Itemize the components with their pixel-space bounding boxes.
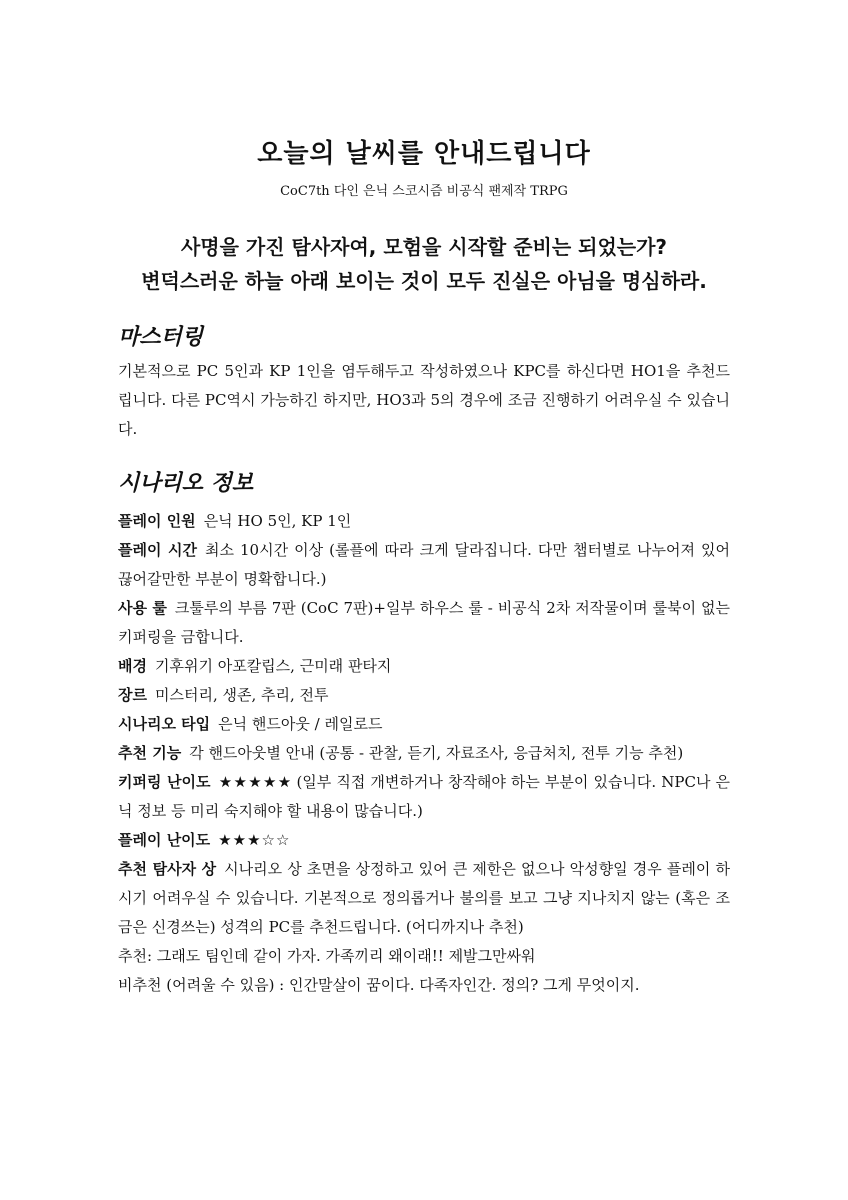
star-rating-icon: ★★★☆☆: [218, 831, 291, 849]
info-row-type: [118, 710, 730, 739]
info-row-players: [118, 507, 730, 536]
mastering-heading: 마스터링: [118, 325, 204, 350]
info-label: 시나리오 타입: [118, 715, 211, 733]
info-value: 크툴루의 부름 7판 (CoC 7판)+일부 하우스 룰 - 비공식 2차 저작물이며 룰북이 없는 키퍼링을 금합니다.: [118, 599, 730, 646]
info-value: 은닉 HO 5인, KP 1인: [203, 512, 352, 530]
info-row-rule: [118, 594, 730, 652]
info-row-keeper-difficulty: [118, 768, 730, 826]
info-label: 사용 룰: [118, 599, 167, 617]
info-value: 각 핸드아웃별 안내 (공통 - 관찰, 듣기, 자료조사, 응급처치, 전투 기능 추천): [189, 744, 684, 762]
info-row-setting: [118, 652, 730, 681]
info-value: (일부 직접 개변하거나 창작해야 하는 부분이 있습니다. NPC나 은닉 정보 등 미리 숙지해야 할 내용이 많습니다.): [118, 773, 730, 820]
info-label: 추천 기능: [118, 744, 182, 762]
intro-block: [0, 230, 848, 298]
document-subtitle: CoC7th 다인 은닉 스코시즘 비공식 팬제작 TRPG: [280, 184, 568, 199]
info-label: 배경: [118, 657, 147, 675]
info-label: 플레이 난이도: [118, 831, 211, 849]
scenario-info-heading: 시나리오 정보: [118, 471, 254, 496]
info-label: 추천 탐사자 상: [118, 860, 217, 878]
mastering-paragraph: 기본적으로 PC 5인과 KP 1인을 염두해두고 작성하였으나 KPC를 하신다면 HO1을 추천드립니다. 다른 PC역시 가능하긴 하지만, HO3과 5의 경우에 조금 진행하기 어려우실 수 있습니다.: [118, 362, 730, 438]
info-row-skills: [118, 739, 730, 768]
intro-line: 사명을 가진 탐사자여, 모험을 시작할 준비는 되었는가?: [180, 235, 668, 259]
star-rating-icon: ★★★★★: [218, 773, 293, 791]
intro-line: 변덕스러운 하늘 아래 보이는 것이 모두 진실은 아님을 명심하라.: [141, 269, 707, 293]
info-row-genre: [118, 681, 730, 710]
info-row-recommend: 추천: 그래도 팀인데 같이 가자. 가족끼리 왜이래!! 제발그만싸워: [118, 947, 536, 965]
info-label: 플레이 시간: [118, 541, 197, 559]
info-value: 기후위기 아포칼립스, 근미래 판타지: [154, 657, 392, 675]
scenario-info-list: [118, 507, 730, 1000]
info-row-play-difficulty: [118, 826, 730, 855]
info-value: 은닉 핸드아웃 / 레일로드: [218, 715, 383, 733]
info-row-not-recommend: 비추천 (어려울 수 있음) : 인간말살이 꿈이다. 다족자인간. 정의? 그게 무엇이지.: [118, 976, 640, 994]
info-row-time: [118, 536, 730, 594]
info-label: 키퍼링 난이도: [118, 773, 211, 791]
info-value: 최소 10시간 이상 (롤플에 따라 크게 달라집니다. 다만 챕터별로 나누어져 있어 끊어갈만한 부분이 명확합니다.): [118, 541, 730, 588]
info-row-investigator: [118, 855, 730, 942]
info-label: 장르: [118, 686, 147, 704]
info-value: 시나리오 상 초면을 상정하고 있어 큰 제한은 없으나 악성향일 경우 플레이 하시기 어려우실 수 있습니다. 기본적으로 정의롭거나 불의를 보고 그냥 지나치지 않는 (혹은 조금은 신경쓰는) 성격의 PC를 추천드립니다. (어디까지나 추천): [118, 860, 730, 936]
info-value: 미스터리, 생존, 추리, 전투: [154, 686, 329, 704]
document-title: 오늘의 날씨를 안내드립니다: [257, 139, 591, 169]
info-label: 플레이 인원: [118, 512, 196, 530]
